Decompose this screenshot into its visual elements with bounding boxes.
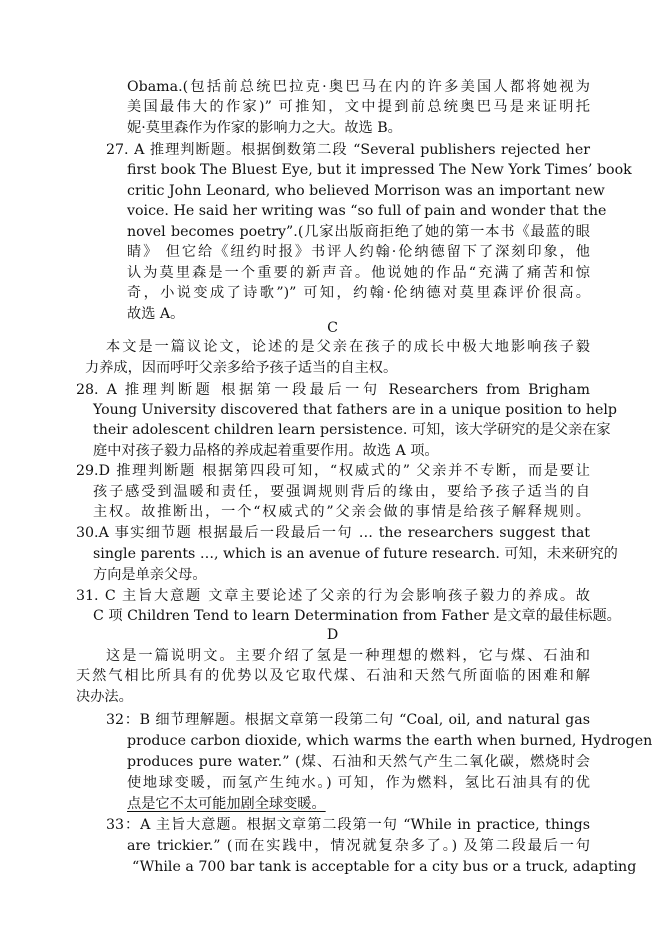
answer-26-line-3: 妮·莫里森作为作家的影响力之大。故选 B。 bbox=[127, 120, 402, 136]
answer-27-line-6: 睛》 但它给《纽约时报》书评人约翰·伦纳德留下了深刻印象，他 bbox=[127, 244, 590, 260]
answer-27-line-1: 27. A 推理判断题。根据倒数第二段 “Several publishers rejected her bbox=[106, 142, 590, 158]
answer-28-line-3: their adolescent children learn persistence. 可知，该大学研究的是父亲在家 bbox=[93, 422, 611, 438]
answer-26-line-1: Obama.(包括前总统巴拉克·奥巴马在内的许多美国人都将她视为 bbox=[127, 79, 590, 95]
answer-27-line-9: 故选 A。 bbox=[127, 306, 185, 322]
answer-28-line-2: Young University discovered that fathers are in a unique position to help bbox=[93, 402, 618, 418]
section-d-summary-line-3: 决办法。 bbox=[76, 689, 133, 705]
answer-31-line-2: C 项 Children Tend to learn Determination from Father 是文章的最佳标题。 bbox=[93, 608, 621, 624]
answer-32-line-4: 使地球变暖，而氢产生纯水。) 可知，作为燃料，氢比石油具有的优 bbox=[127, 775, 590, 791]
answer-32-line-3: produces pure water.” (煤、石油和天然气产生二氧化碳，燃烧时会 bbox=[127, 754, 590, 770]
answer-27-line-8: 奇，小说变成了诗歌”)” 可知，约翰·伦纳德对莫里森评价很高。 bbox=[127, 285, 590, 301]
section-c-summary-line-1: 本文是一篇议论文，论述的是父亲在孩子的成长中极大地影响孩子毅 bbox=[106, 339, 590, 355]
section-d-heading: D bbox=[326, 627, 339, 643]
answer-28-line-4: 庭中对孩子毅力品格的养成起着重要作用。故选 A 项。 bbox=[93, 443, 439, 459]
answer-27-line-7: 认为莫里森是一个重要的新声音。他说她的作品“充满了痛苦和惊 bbox=[127, 265, 590, 281]
answer-32-line-1: 32：B 细节理解题。根据文章第一段第二句 “Coal, oil, and natural gas bbox=[106, 712, 590, 728]
answer-29-line-3: 主权。故推断出，一个“权威式的”父亲会做的事情是给孩子解释规则。 bbox=[93, 504, 590, 520]
answer-33-line-3: “While a 700 bar tank is acceptable for a city bus or a truck, adapting bbox=[132, 859, 637, 875]
answer-30-line-2: single parents …, which is an avenue of future research. 可知，未来研究的 bbox=[93, 546, 618, 562]
answer-32-line-2: produce carbon dioxide, which warms the earth when burned, Hydrogen bbox=[127, 733, 653, 749]
answer-26-line-2: 美国最伟大的作家)” 可推知，文中提到前总统奥巴马是来证明托 bbox=[127, 99, 590, 115]
answer-31-line-1: 31. C 主旨大意题 文章主要论述了父亲的行为会影响孩子毅力的养成。故 bbox=[76, 588, 590, 604]
answer-27-line-2: first book The Bluest Eye, but it impressed The New York Times’ book bbox=[127, 162, 632, 178]
answer-28-line-1: 28. A 推理判断题 根据第一段最后一句 Researchers from Brigham bbox=[76, 382, 590, 398]
answer-30-line-1: 30.A 事实细节题 根据最后一段最后一句 … the researchers suggest that bbox=[76, 525, 590, 541]
section-c-summary-line-2: 力养成，因而呼吁父亲多给予孩子适当的自主权。 bbox=[85, 360, 398, 376]
section-d-summary-line-2: 天然气相比所具有的优势以及它取代煤、石油和天然气所面临的困难和解 bbox=[76, 668, 590, 684]
answer-27-line-5: novel becomes poetry”.(几家出版商拒绝了她的第一本书《最蓝的眼 bbox=[127, 224, 590, 240]
answer-32-line-5: 点是它不太可能加剧全球变暖。 bbox=[127, 796, 326, 812]
answer-27-line-3: critic John Leonard, who believed Morrison was an important new bbox=[127, 183, 605, 199]
section-c-heading: C bbox=[327, 320, 338, 336]
answer-29-line-1: 29.D 推理判断题 根据第四段可知，“权威式的” 父亲并不专断，而是要让 bbox=[76, 463, 590, 479]
answer-29-line-2: 孩子感受到温暖和责任，要强调规则背后的缘由，要给予孩子适当的自 bbox=[93, 484, 590, 500]
answer-33-line-2: are trickier.” (而在实践中，情况就复杂多了。) 及第二段最后一句 bbox=[127, 838, 590, 854]
answer-30-line-3: 方向是单亲父母。 bbox=[93, 567, 207, 583]
section-d-summary-line-1: 这是一篇说明文。主要介绍了氢是一种理想的燃料，它与煤、石油和 bbox=[106, 648, 590, 664]
answer-27-line-4: voice. He said her writing was “so full of pain and wonder that the bbox=[127, 203, 607, 219]
answer-33-line-1: 33：A 主旨大意题。根据文章第二段第一句 “While in practice, things bbox=[106, 817, 590, 833]
